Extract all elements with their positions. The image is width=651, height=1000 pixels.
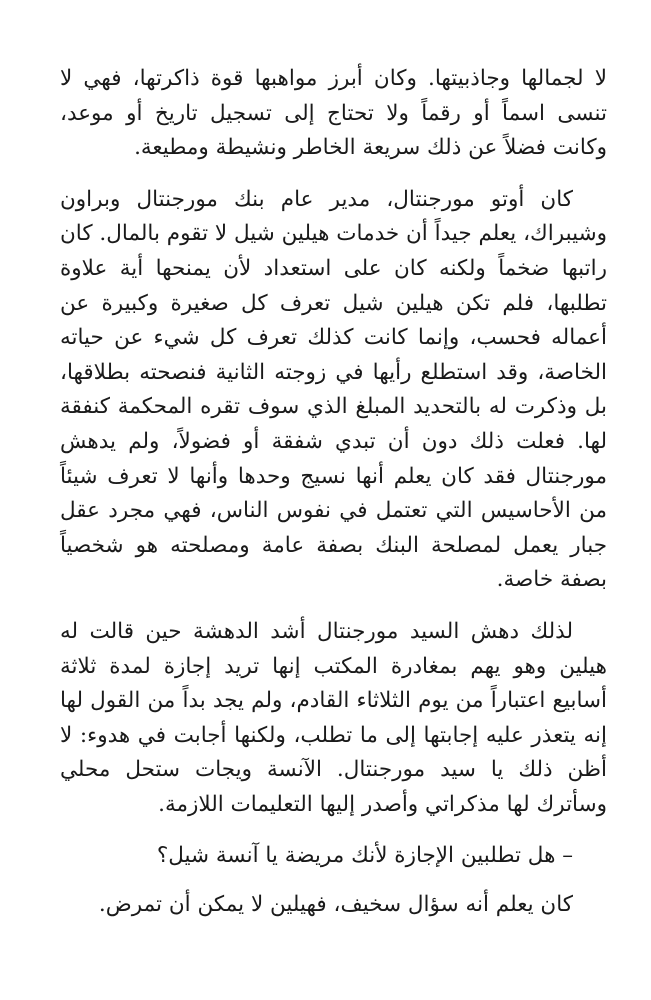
paragraph-3: لذلك دهش السيد مورجنتال أشد الدهشة حين قالت له هيلين وهو يهم بمغادرة المكتب إنها تريد إجازة لمدة ثلاثة أسابيع اعتباراً من يوم الثلاثاء القادم، ولم يجد بداً من القول لها إنه يتعذر عليه إجابتها إلى ما تطلب، ولكنها أجابت في هدوء: لا أظن ذلك يا سيد مورجنتال. الآنسة ويجات ستحل محلي وسأترك لها مذكراتي وأصدر إليها التعليمات اللازمة. <box>60 618 607 817</box>
paragraph-2: كان أوتو مورجنتال، مدير عام بنك مورجنتال وبراون وشيبراك، يعلم جيداً أن خدمات هيلين شيل لا تقوم بالمال. كان راتبها ضخماً ولكنه كان على استعداد لأن يمنحها أية علاوة تطلبها، فلم تكن هيلين شيل تعرف كل صغيرة وكبيرة عن أعماله فحسب، وإنما كانت كذلك تعرف كل شيء عن حياته الخاصة، وقد استطلع رأيها في زوجته الثانية فنصحته بطلاقها، بل وذكرت له بالتحديد المبلغ الذي سوف تقره المحكمة كنفقة لها. فعلت ذلك دون أن تبدي شفقة أو فضولاً، ولم يدهش مورجنتال فقد كان يعلم أنها نسيج وحدها وأنها لا تعرف شيئاً من الأحاسيس التي تعتمل في نفوس الناس، فهي مجرد عقل جبار يعمل لمصلحة البنك بصفة عامة ومصلحته هو شخصياً بصفة خاصة. <box>60 186 607 593</box>
dialogue-line: – هل تطلبين الإجازة لأنك مريضة يا آنسة شيل؟ <box>156 843 573 869</box>
paragraph-5: كان يعلم أنه سؤال سخيف، فهيلين لا يمكن أن تمرض. <box>98 892 573 918</box>
paragraph-1: لا لجمالها وجاذبيتها. وكان أبرز مواهبها قوة ذاكرتها، فهي لا تنسى اسماً أو رقماً ولا تحتاج إلى تسجيل تاريخ أو موعد، وكانت فضلاً عن ذلك سريعة الخاطر ونشيطة ومطيعة. <box>60 66 607 161</box>
